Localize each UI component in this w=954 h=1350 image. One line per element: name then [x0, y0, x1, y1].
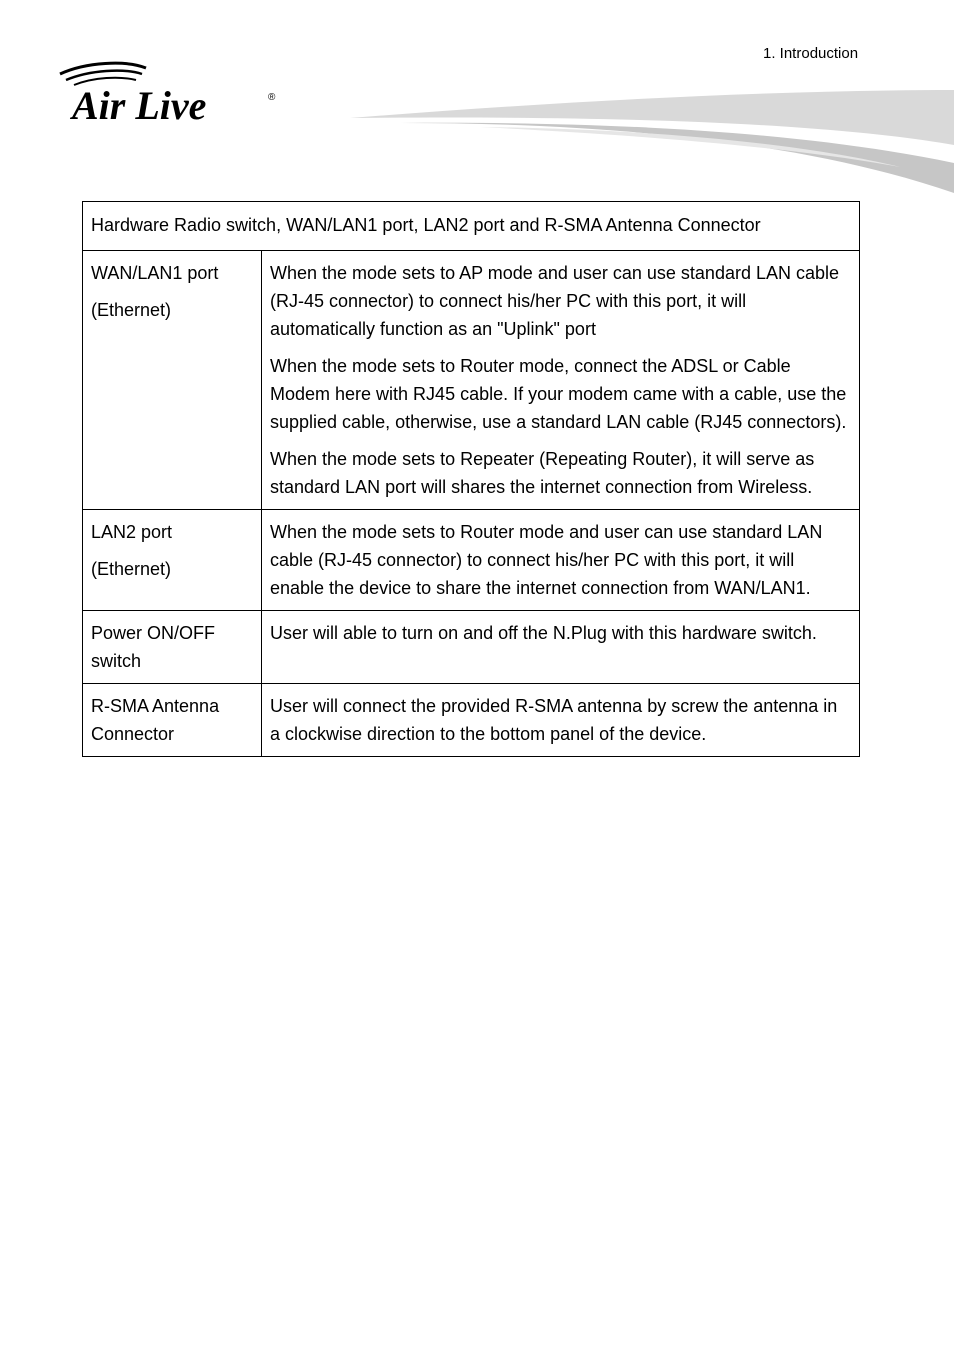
table-row: [83, 611, 860, 684]
row-description-cell: [262, 251, 860, 510]
row-label-sub: (Ethernet): [91, 559, 172, 579]
header-swoosh: [340, 85, 954, 200]
logo-wordmark: Air Live: [72, 83, 207, 124]
row-description: When the mode sets to Repeater (Repeating Router), it will serve as standard LAN port will shares the internet connection from Wireless.: [270, 449, 815, 497]
row-description: When the mode sets to AP mode and user can use standard LAN cable (RJ-45 connector) to connect his/her PC with this port, it will automatically function as an "Uplink" port: [270, 263, 840, 339]
table-caption-row: [83, 202, 860, 251]
row-label: WAN/LAN1 port: [91, 263, 219, 283]
row-label-cell: [83, 251, 262, 510]
row-label: LAN2 port: [91, 522, 173, 542]
table-row: [83, 510, 860, 611]
row-label-cell: [83, 684, 262, 757]
row-label-cell: [83, 510, 262, 611]
table-caption: Hardware Radio switch, WAN/LAN1 port, LAN2 port and R-SMA Antenna Connector: [83, 202, 860, 251]
row-description: User will able to turn on and off the N.Plug with this hardware switch.: [270, 623, 817, 643]
table-row: [83, 684, 860, 757]
row-label: R-SMA Antenna Connector: [91, 696, 220, 744]
row-description-cell: [262, 611, 860, 684]
row-label-sub: (Ethernet): [91, 300, 172, 320]
row-description: User will connect the provided R-SMA antenna by screw the antenna in a clockwise direction to the bottom panel of the device.: [270, 696, 838, 744]
row-description-cell: [262, 684, 860, 757]
hardware-spec-table: [82, 201, 860, 757]
row-description-cell: [262, 510, 860, 611]
registered-mark: ®: [268, 92, 276, 103]
row-description: When the mode sets to Router mode, connect the ADSL or Cable Modem here with RJ45 cable. If your modem came with a cable, use the supplied cable, otherwise, use a standard LAN cable (RJ45 connectors).: [270, 356, 847, 432]
row-label-cell: [83, 611, 262, 684]
airlive-logo: [56, 60, 286, 124]
table-row: [83, 251, 860, 510]
airlive-logo-graphic: [56, 60, 286, 124]
row-description: When the mode sets to Router mode and user can use standard LAN cable (RJ-45 connector) to connect his/her PC with this port, it will enable the device to share the internet connection from WAN/LAN1.: [270, 522, 823, 598]
swoosh-graphic: [340, 85, 954, 200]
section-header: 1. Introduction: [763, 45, 859, 62]
row-label: Power ON/OFF switch: [91, 623, 216, 671]
